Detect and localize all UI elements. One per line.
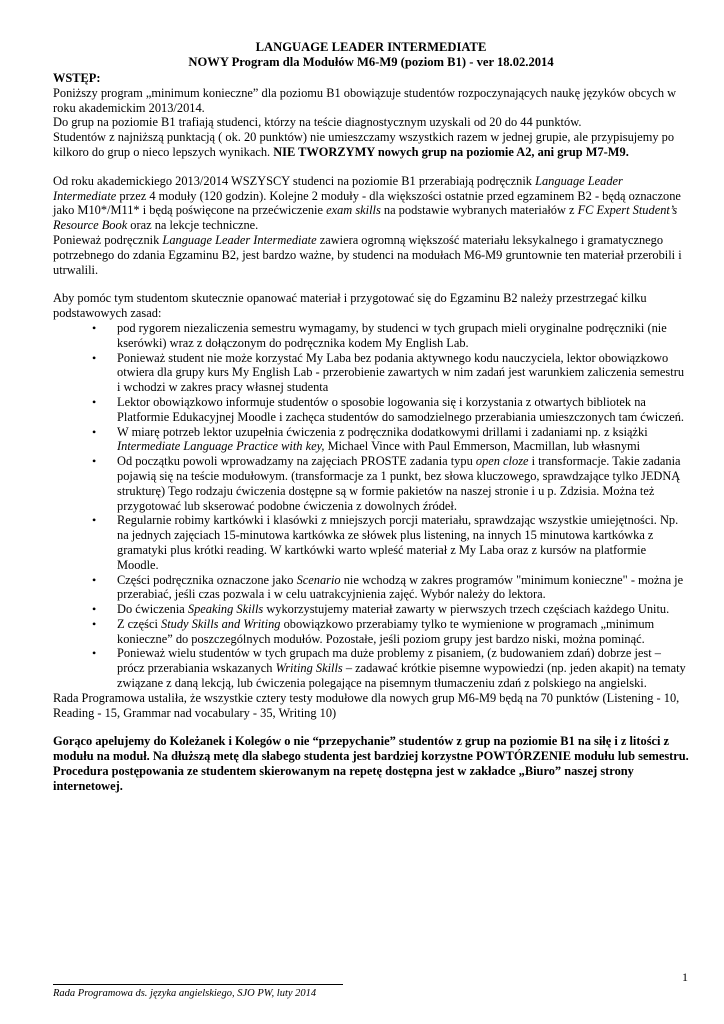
bullet-icon: •: [92, 320, 97, 335]
list-item-text: nie wchodzą w zakres programów "minimum konieczne" - można je przerabiać, jeśli czas pozwala i w celu uatrakcyjnienia zajęć. Wybór należy do lektora.: [117, 572, 684, 602]
list-item-text: Z części: [117, 616, 162, 631]
list-item-text: – zadawać krótkie pisemne wypowiedzi (np. jeden akapit) na tematy związane z daną lekcją, lub ćwiczenia polegające na pisemnym tłumaczeniu zdań z polskiego na angielski.: [117, 661, 686, 691]
textbook-text: Ponieważ podręcznik: [53, 232, 163, 247]
textbook-paragraph-1: [53, 174, 689, 233]
list-item-text: Od początku powoli wprowadzamy na zajęciach PROSTE zadania typu: [117, 454, 476, 469]
rules-intro: Aby pomóc tym studentom skutecznie opanować materiał i przygotować się do Egzaminu B2 należy przestrzegać kilku podstawowych zasad:: [53, 291, 647, 321]
list-item-italic: Scenario: [296, 572, 341, 587]
page-number: 1: [682, 970, 688, 984]
textbook-title-italic: Language Leader Intermediate: [162, 232, 317, 247]
intro-p3-text: Studentów z najniższą punktacją ( ok. 20 punktów) nie umieszczamy wszystkich razem w jednej grupie, ale przypisujemy po kilkoro do grup o nieco lepszych wynikach.: [53, 130, 675, 159]
textbook-text: zawiera ogromną większość materiału leksykalnego i gramatycznego potrzebnego do zdania Egzaminu B2, jest bardzo ważne, by studenci na modułach M6-M9 gruntownie ten materiał przerobili i utrwalili.: [53, 232, 682, 277]
bullet-icon: •: [92, 424, 97, 439]
document-subtitle: NOWY Program dla Modułów M6-M9 (poziom B1) - ver 18.02.2014: [188, 55, 554, 69]
list-item: [53, 617, 689, 647]
intro-heading: WSTĘP:: [53, 71, 101, 85]
intro-paragraph-3: [53, 130, 689, 160]
bullet-icon: •: [92, 394, 97, 409]
list-item-italic: open cloze: [475, 454, 529, 469]
intro-paragraph-1: Poniższy program „minimum konieczne” dla poziomu B1 obowiązuje studentów rozpoczynających naukę języków obcych w roku akademickim 2013/2014.: [53, 85, 677, 115]
bullet-icon: •: [92, 572, 97, 587]
list-item-italic: Intermediate Language Practice with key,: [117, 439, 325, 454]
tests-paragraph: Rada Programowa ustaliła, że wszystkie cztery testy modułowe dla nowych grup M6-M9 będą na 70 punktów (Listening - 10, Reading - 15, Grammar nad vocabulary - 35, Writing 10): [53, 690, 680, 720]
list-item-italic: Writing Skills: [275, 661, 343, 676]
list-item-text: obowiązkowo przerabiamy tylko te wymienione w programach „minimum konieczne” do poszczególnych modułów. Pozostałe, jeśli poziom grupy jest bardzo niski, można pominąć.: [117, 616, 655, 646]
textbook-text: Od roku akademickiego 2013/2014 WSZYSCY studenci na poziomie B1 przerabiają podręcznik: [53, 173, 536, 188]
list-item: [53, 573, 689, 603]
list-item-text: Michael Vince with Paul Emmerson, Macmillan, lub własnymi: [324, 439, 641, 454]
list-item-italic: Study Skills and Writing: [161, 616, 281, 631]
list-item: [53, 513, 689, 572]
appeal-paragraph: Gorąco apelujemy do Koleżanek i Kolegów o nie “przepychanie” studentów z grup na poziomie B1 na siłę i z litości z modułu na moduł. Na dłuższą metę dla słabego studenta jest bardziej korzystne POWTÓRZENIE modułu lub semestru. Procedura postępowania ze studentem skierowanym na repetę dostępna jest w zakładce „Biuro” naszej strony internetowej.: [53, 734, 689, 793]
list-item-text: Regularnie robimy kartkówki i klasówki z mniejszych porcji materiału, sprawdzając wszystkie umiejętności. Np. na jednych zajęciach 15-minutowa kartkówka ze słówek plus listening, na innych 15 minutowa kartkówka z gramatyki plus krótki reading. W kartkówki warto wpleść materiał z My Laba oraz z kursów na platformie Moodle.: [117, 513, 679, 572]
list-item: [53, 321, 689, 351]
intro-p3-emphasis: NIE TWORZYMY nowych grup na poziomie A2, ani grup M7-M9.: [273, 144, 629, 159]
list-item-text: W miarę potrzeb lektor uzupełnia ćwiczenia z podręcznika dodatkowymi drillami i zadaniami np. z książki: [117, 424, 648, 439]
footnote-divider: [53, 984, 343, 985]
document-title: LANGUAGE LEADER INTERMEDIATE: [255, 40, 487, 54]
textbook-title-italic: Language Leader Intermediate: [53, 173, 623, 203]
textbook-text: przez 4 moduły (120 godzin). Kolejne 2 moduły - dla większości ostatnie przed egzaminem B2 - będą oznaczone jako M10*/M11* i będą poświęcone na przećwiczenie: [53, 188, 681, 218]
bullet-icon: •: [92, 350, 97, 365]
list-item-text: Do ćwiczenia: [117, 602, 188, 617]
bullet-icon: •: [92, 616, 97, 631]
intro-paragraph-2: Do grup na poziomie B1 trafiają studenci, którzy na teście diagnostycznym uzyskali od 20 do 44 punktów.: [53, 115, 582, 130]
footnote: Rada Programowa ds. języka angielskiego, SJO PW, luty 2014: [53, 988, 317, 999]
bullet-icon: •: [92, 454, 97, 469]
list-item-text: pod rygorem niezaliczenia semestru wymagamy, by studenci w tych grupach mieli oryginalne podręczniki (nie kserówki) wraz z dołączonym do podręcznika kodem My English Lab.: [117, 320, 667, 350]
list-item: [53, 454, 689, 513]
bullet-icon: •: [92, 602, 97, 617]
list-item: [53, 425, 689, 455]
list-item-text: Części podręcznika oznaczone jako: [117, 572, 297, 587]
list-item: [53, 395, 689, 425]
document-page: [53, 40, 689, 794]
list-item-text: Ponieważ wielu studentów w tych grupach ma duże problemy z pisaniem, (z budowaniem zdań) dobrze jest – prócz przerabiania wskazanych: [117, 646, 661, 676]
textbook-text: na podstawie wybranych materiałów z: [380, 203, 578, 218]
list-item-text: i transformacje. Takie zadania pojawią się na teście modułowym. (transformacje za 1 punkt, bez słowa kluczowego, sprawdzające tylko JEDNĄ strukturę) Tego rodzaju ćwiczenia dostępne są w formie pakietów na naszej stronie i u p. Zdzisia. Można też przygotować lub skserować podobne ćwiczenia z dowolnych źródeł.: [117, 454, 681, 513]
list-item: [53, 646, 689, 690]
textbook-italic: exam skills: [326, 203, 381, 218]
bullet-icon: •: [92, 513, 97, 528]
list-item-text: Lektor obowiązkowo informuje studentów o sposobie logowania się i korzystania z otwartych bibliotek na Platformie Edukacyjnej Moodle i zachęca studentów do samodzielnego przerabiania umieszczonych tam ćwiczeń.: [117, 394, 684, 424]
textbook-paragraph-2: [53, 233, 689, 277]
list-item: [53, 602, 689, 617]
list-item: [53, 351, 689, 395]
bullet-icon: •: [92, 646, 97, 661]
rules-list: [53, 321, 689, 691]
list-item-italic: Speaking Skills: [187, 602, 264, 617]
textbook-text: oraz na lekcje techniczne.: [127, 218, 259, 233]
list-item-text: wykorzystujemy materiał zawarty w pierwszych trzech częściach każdego Unitu.: [263, 602, 670, 617]
list-item-text: Ponieważ student nie może korzystać My Laba bez podania aktywnego kodu nauczyciela, lektor obowiązkowo otwiera dla grupy kurs My English Lab - przerobienie zawartych w nim zadań jest warunkiem zaliczenia semestru i wchodzi w zakres pracy własnej studenta: [117, 350, 685, 395]
textbook-italic: FC Expert Student’s Resource Book: [53, 203, 678, 233]
